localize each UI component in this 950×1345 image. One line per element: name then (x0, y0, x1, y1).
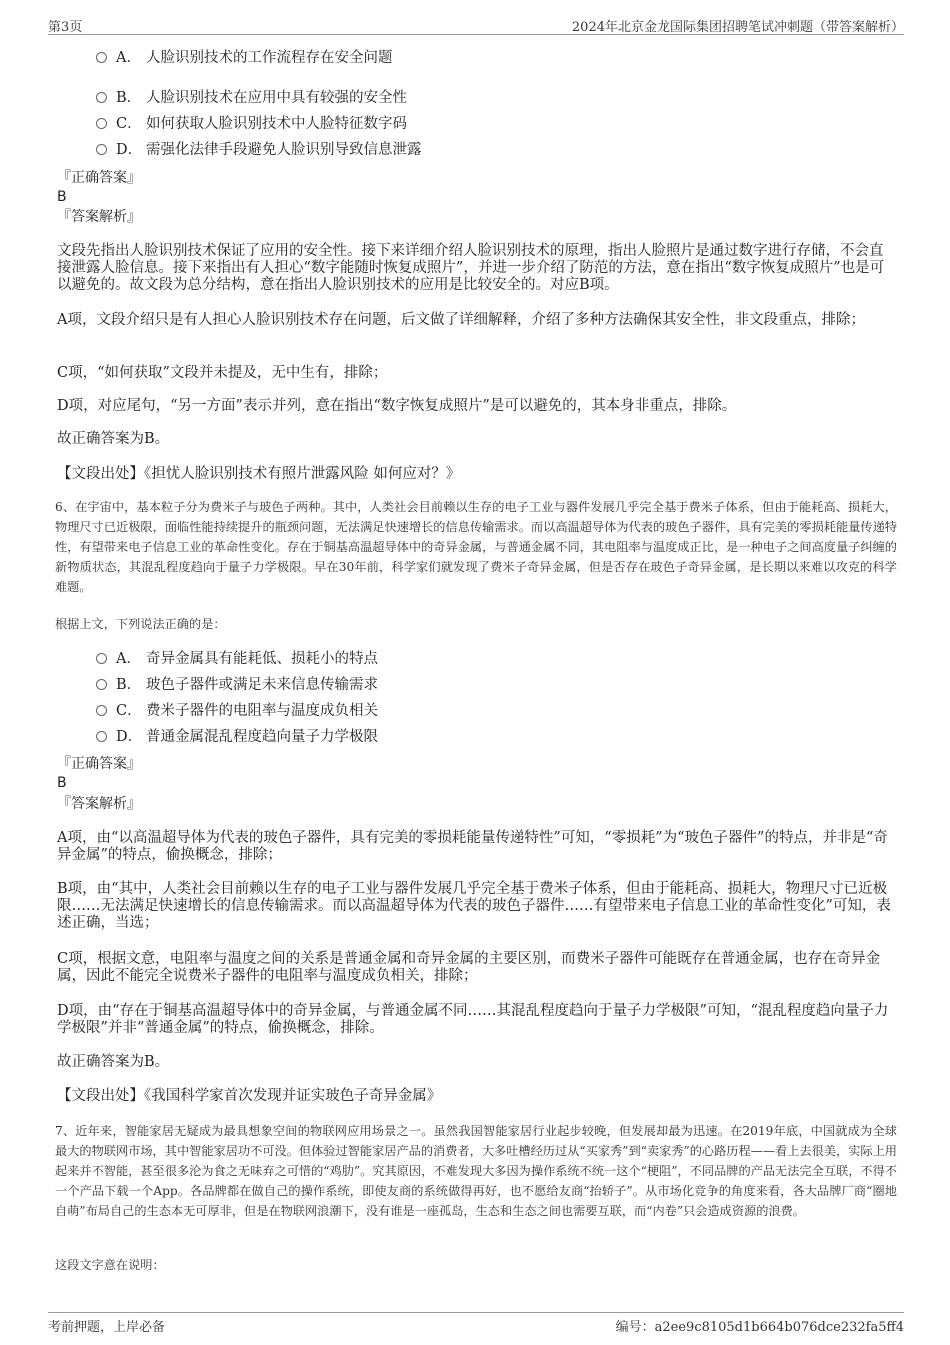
page-header (48, 14, 904, 35)
q5-analysis-para: 文段先指出人脸识别技术保证了应用的安全性。接下来详细介绍人脸识别技术的原理，指出人脸照片是通过数字进行存储，不会直接泄露人脸信息。接下来指出有人担心“数字能随时恢复成照片”，并进一步介绍了防范的方法，意在指出“数字恢复成照片”也是可以避免的。故文段为总分结构，意在指出人脸识别技术的应用是比较安全的。对应B项。 (57, 243, 885, 293)
page-number: 第3页 (48, 20, 83, 35)
q5-conclusion: 故正确答案为B。 (57, 431, 170, 447)
q6-answer: B (57, 775, 67, 791)
radio-icon[interactable] (96, 118, 107, 129)
q7-stem: 7、近年来，智能家居无疑成为最具想象空间的物联网应用场景之一。虽然我国智能家居行业起步较晚，但发展却最为迅速。在2019年底，中国就成为全球最大的物联网市场，其中智能家居功不可没。但体验过智能家居产品的消费者，大多吐槽经历过从“买家秀”到“卖家秀”的心路历程——看上去很美，实际上用起来并不智能，甚至很多沦为食之无味弃之可惜的“鸡肋”。究其原因，不难发现大多因为操作系统不统一这个“梗阻”，不同品牌的产品无法完全互联，不得不一个产品下载一个App。各品牌都在做自己的操作系统，即使友商的系统做得再好，也不愿给友商“抬轿子”。从市场化竞争的角度来看，各大品牌厂商“圈地自萌”布局自己的生态本无可厚非，但是在物联网浪潮下，没有谁是一座孤岛，生态和生态之间也需要互联，而“内卷”只会造成资源的浪费。 (55, 1124, 897, 1218)
radio-icon[interactable] (96, 144, 107, 155)
footer-slogan: 考前押题，上岸必备 (48, 1320, 166, 1335)
radio-icon[interactable] (96, 92, 107, 103)
q5-analysis-para: A项，文段介绍只是有人担心人脸识别技术存在问题，后文做了详细解释，介绍了多种方法确保其安全性，非文段重点，排除； (57, 312, 865, 328)
q5-option-d[interactable]: D． 需强化法律手段避免人脸识别导致信息泄露 (96, 141, 422, 159)
radio-icon[interactable] (96, 705, 107, 716)
q5-option-c[interactable]: C． 如何获取人脸识别技术中人脸特征数字码 (96, 115, 407, 133)
q6-stem: 6、在宇宙中，基本粒子分为费米子与玻色子两种。其中，人类社会目前赖以生存的电子工业与器件发展几乎完全基于费米子体系，但由于能耗高、损耗大，物理尺寸已近极限，面临性能持续提升的瓶颈问题，无法满足快速增长的信息传输需求。而以高温超导体为代表的玻色子器件，具有完美的零损耗能量传递特性，有望带来电子信息工业的革命性变化。存在于铜基高温超导体中的奇异金属，与普通金属不同，其电阻率与温度成正比，是一种电子之间高度量子纠缠的新物质状态，其混乱程度趋向于量子力学极限。早在30年前，科学家们就发现了费米子奇异金属，但是否存在玻色子奇异金属，是长期以来难以攻克的科学难题。 (55, 500, 897, 594)
document-title: 2024年北京金龙国际集团招聘笔试冲刺题（带答案解析） (571, 20, 904, 35)
q5-option-b[interactable]: B． 人脸识别技术在应用中具有较强的安全性 (96, 89, 407, 107)
document-id: 编号：a2ee9c8105d1b664b076dce232fa5ff4 (615, 1320, 904, 1335)
q5-source: 【文段出处】《担忧人脸识别技术有照片泄露风险 如何应对？》 (57, 466, 461, 482)
radio-icon[interactable] (96, 731, 107, 742)
q5-analysis-label: 『答案解析』 (57, 209, 141, 225)
q6-analysis-label: 『答案解析』 (57, 796, 141, 812)
q5-answer: B (57, 189, 67, 205)
q5-answer-label: 『正确答案』 (57, 170, 141, 186)
q7-prompt: 这段文字意在说明： (55, 1258, 165, 1272)
q6-analysis-para: C项，根据文意，电阻率与温度之间的关系是普通金属和奇异金属的主要区别，而费米子器件可能既存在普通金属，也存在奇异金属，因此不能完全说费米子器件的电阻率与温度成负相关，排除； (57, 951, 881, 984)
radio-icon[interactable] (96, 679, 107, 690)
radio-icon[interactable] (96, 52, 107, 63)
q6-analysis-para: B项，由“其中，人类社会目前赖以生存的电子工业与器件发展几乎完全基于费米子体系，但由于能耗高、损耗大，物理尺寸已近极限……无法满足快速增长的信息传输需求。而以高温超导体为代表的玻色子器件……有望带来电子信息工业的革命性变化”可知，表述正确，当选； (57, 881, 891, 931)
q5-analysis-para: D项，对应尾句，“另一方面”表示并列，意在指出“数字恢复成照片”是可以避免的，其本身非重点，排除。 (57, 398, 737, 414)
q6-option-d[interactable]: D． 普通金属混乱程度趋向量子力学极限 (96, 728, 378, 746)
q6-analysis-para: D项，由“存在于铜基高温超导体中的奇异金属，与普通金属不同……其混乱程度趋向于量子力学极限”可知，“混乱程度趋向量子力学极限”并非“普通金属”的特点，偷换概念，排除。 (57, 1003, 889, 1036)
q5-option-a[interactable]: A． 人脸识别技术的工作流程存在安全问题 (96, 49, 393, 67)
q6-analysis-para: A项，由“以高温超导体为代表的玻色子器件，具有完美的零损耗能量传递特性”可知，“零损耗”为“玻色子器件”的特点，并非是“奇异金属”的特点，偷换概念，排除； (57, 830, 888, 863)
q6-prompt: 根据上文，下列说法正确的是： (55, 617, 226, 631)
q6-source: 【文段出处】《我国科学家首次发现并证实玻色子奇异金属》 (57, 1088, 442, 1104)
q6-conclusion: 故正确答案为B。 (57, 1054, 170, 1070)
q6-option-a[interactable]: A． 奇异金属具有能耗低、损耗小的特点 (96, 650, 378, 668)
q6-option-b[interactable]: B． 玻色子器件或满足未来信息传输需求 (96, 676, 378, 694)
q6-answer-label: 『正确答案』 (57, 756, 141, 772)
radio-icon[interactable] (96, 653, 107, 664)
q5-analysis-para: C项，“如何获取”文段并未提及，无中生有，排除； (57, 365, 388, 381)
page-footer (48, 1312, 904, 1335)
q6-option-c[interactable]: C． 费米子器件的电阻率与温度成负相关 (96, 702, 378, 720)
